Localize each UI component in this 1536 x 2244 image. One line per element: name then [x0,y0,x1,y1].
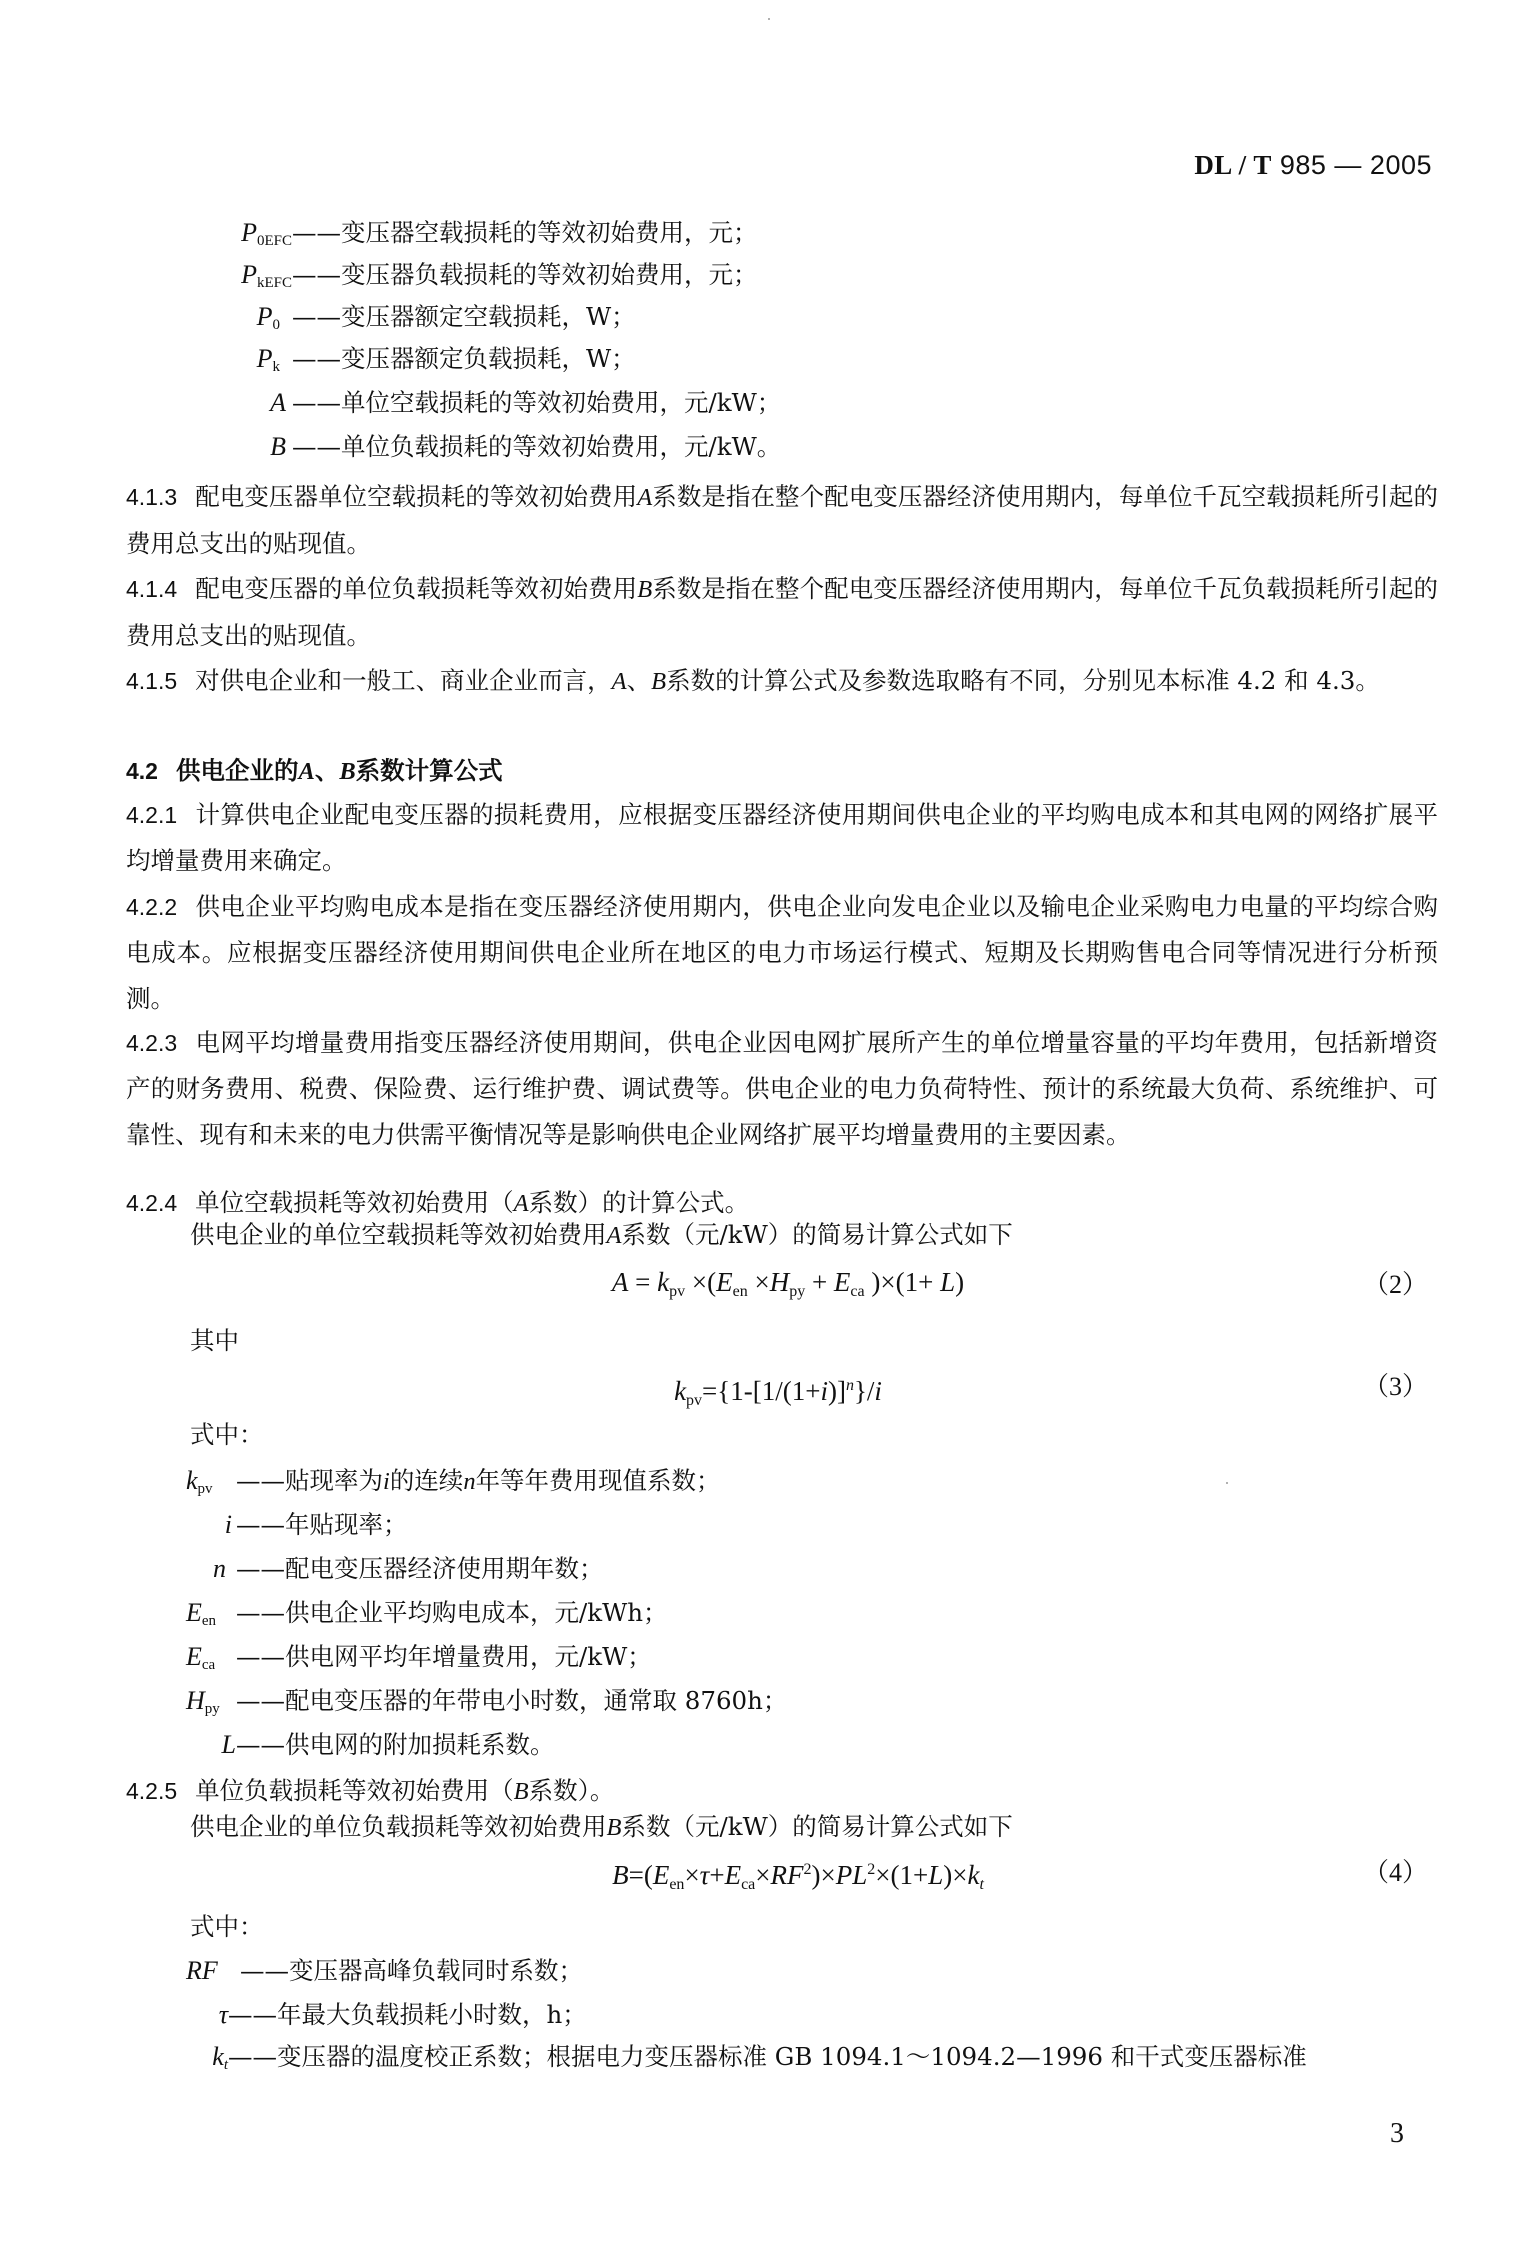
symbol: $E_{ca}$ [186,1642,216,1673]
section-heading-4-2: 4.2 供电企业的A、B系数计算公式 [126,756,503,785]
definition-row: RF ——变压器高峰负载同时系数； [186,1954,583,1988]
definition-row [200,300,636,342]
definition-row: $E_{ca}$ ——供电网平均年增量费用，元/kW； [186,1640,652,1682]
clause-4-2-5: 4.2.5 单位负载损耗等效初始费用（B系数）。 [126,1776,615,1805]
symbol: i [224,1510,232,1539]
equation-number: （2） [1362,1270,1428,1299]
formula-intro-b: 供电企业的单位负载损耗等效初始费用B系数（元/kW）的简易计算公式如下 [190,1812,1013,1841]
equation-3: $k_{pv}=\{1-[1/(1+i)]^n\}/i$ [674,1376,882,1409]
symbol: A [270,388,286,417]
definition-text: ——单位负载损耗的等效初始费用，元/kW。 [292,432,782,461]
equation-2: $A = k_{pv} \times(E_{en} \times H_{py} + E_{ca}$ )×(1+ L) [611,1267,965,1300]
definition-row [200,258,758,300]
definition-text: ——单位空载损耗的等效初始费用，元/kW； [292,388,782,417]
definition-text: ——变压器额定负载损耗，W； [292,344,636,373]
definition-row [200,430,781,464]
symbol: $H_{py}$ [186,1686,220,1717]
definition-row [200,342,636,384]
definition-row [200,386,781,420]
clause-4-1-4: 4.1.4 配电变压器的单位负载损耗等效初始费用B系数是指在整个配电变压器经济使用期内，每单位千瓦负载损耗所引起的费用总支出的贴现值。 [126,574,1439,650]
equation-4: $B=(E_{en}\times\tau+E_{ca}\times RF^2)\times PL^2\times(1+L)\times k_t$ [612,1860,984,1893]
symbol: $P_{kEFC}$ [241,260,292,291]
symbol: $P_{0EFC}$ [241,218,292,249]
clause-4-1-5: 4.1.5 对供电企业和一般工、商业企业而言，A、B系数的计算公式及参数选取略有不同，分别见本标准 4.2 和 4.3。 [126,666,1380,695]
clause-4-2-1: 4.2.1 计算供电企业配电变压器的损耗费用，应根据变压器经济使用期间供电企业的平均购电成本和其电网的网络扩展平均增量费用来确定。 [126,800,1438,875]
definition-row: $k_t——$变压器的温度校正系数；根据电力变压器标准 GB 1094.1～1094.2—1996 和干式变压器标准 [186,2040,1307,2082]
definition-row: $k_{pv}$ ——贴现率为i的连续n年等年费用现值系数； [186,1464,721,1506]
definition-text: ——变压器额定空载损耗，W； [292,302,636,331]
symbol: $E_{en}$ [186,1598,217,1629]
equation-number: （4） [1362,1858,1428,1887]
equation-number: （3） [1362,1372,1428,1401]
definition-row: i ——年贴现率； [186,1508,408,1542]
symbol: $P_k$ [256,344,280,375]
formula-intro-a: 供电企业的单位空载损耗等效初始费用A系数（元/kW）的简易计算公式如下 [190,1220,1013,1249]
definition-row: $H_{py}$ ——配电变压器的年带电小时数，通常取 8760h； [186,1684,787,1726]
symbol: n [213,1554,226,1583]
clause-4-1-3: 4.1.3 配电变压器单位空载损耗的等效初始费用A系数是指在整个配电变压器经济使用期内，每单位千瓦空载损耗所引起的费用总支出的贴现值。 [126,482,1439,558]
page-number: 3 [1390,2118,1404,2149]
definition-row: L——供电网的附加损耗系数。 [186,1728,555,1762]
label-qizhong: 其中 [190,1326,239,1355]
definition-row: n ——配电变压器经济使用期年数； [186,1552,604,1586]
scan-speck [768,18,770,20]
clause-4-2-4: 4.2.4 单位空载损耗等效初始费用（A系数）的计算公式。 [126,1188,750,1217]
scan-speck [1226,1482,1228,1484]
definition-row: $E_{en}$ ——供电企业平均购电成本，元/kWh； [186,1596,668,1638]
definition-row: τ——年最大负载损耗小时数，h； [186,1998,587,2032]
symbol: RF [186,1956,218,1985]
definition-text: ——变压器空载损耗的等效初始费用，元； [292,218,758,247]
standard-identifier [1194,150,1432,181]
label-shizhong: 式中： [190,1912,264,1941]
standard-code: DL / T [1194,150,1272,180]
symbol: $P_0$ [256,302,280,333]
symbol: B [270,432,286,461]
standard-number: 985 — 2005 [1279,150,1432,180]
label-shizhong: 式中： [190,1420,264,1449]
definition-row [200,216,758,258]
symbol: $k_t$ [212,2042,228,2073]
symbol: L [221,1730,236,1759]
symbol: $k_{pv}$ [186,1466,213,1497]
clause-4-2-3: 4.2.3 电网平均增量费用指变压器经济使用期间，供电企业因电网扩展所产生的单位增量容量的平均年费用，包括新增资产的财务费用、税费、保险费、运行维护费、调试费等。供电企业的电力负荷特性、预计的系统最大负荷、系统维护、可靠性、现有和未来的电力供需平衡情况等是影响供电企业网络扩展平均增量费用的主要因素。 [126,1028,1438,1149]
definition-text: ——变压器负载损耗的等效初始费用，元； [292,260,758,289]
clause-4-2-2: 4.2.2 供电企业平均购电成本是指在变压器经济使用期内，供电企业向发电企业以及输电企业采购电力电量的平均综合购电成本。应根据变压器经济使用期间供电企业所在地区的电力市场运行模式、短期及长期购售电合同等情况进行分析预测。 [126,892,1438,1013]
symbol: τ [218,2000,228,2029]
